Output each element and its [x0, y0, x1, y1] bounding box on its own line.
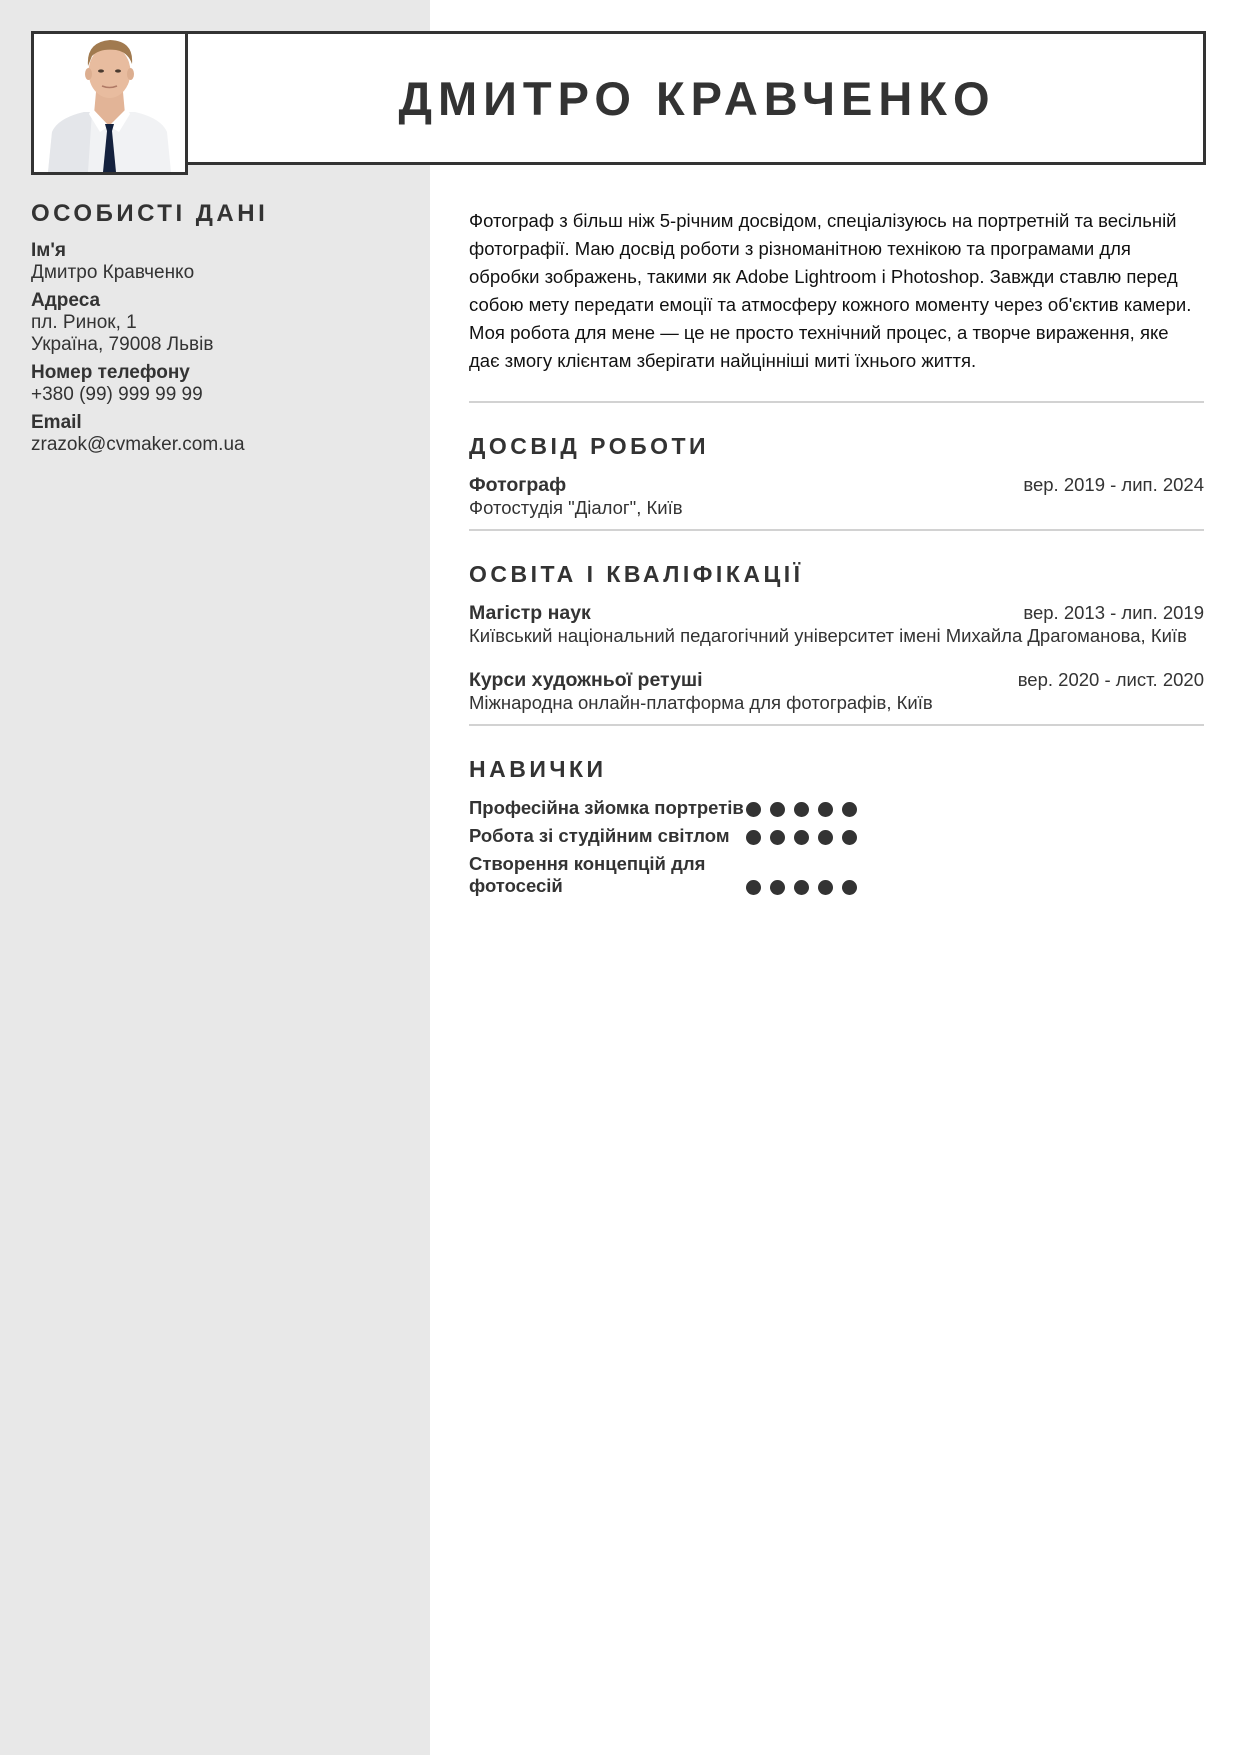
education-degree: Курси художньої ретуші — [469, 669, 703, 691]
experience-heading: ДОСВІД РОБОТИ — [469, 433, 710, 459]
personal-details-heading: ОСОБИСТІ ДАНІ — [31, 200, 269, 227]
skill-name: Створення концепцій для фотосесій — [469, 853, 706, 896]
full-name-title: ДМИТРО КРАВЧЕНКО — [398, 71, 996, 125]
divider — [469, 401, 1204, 403]
rating-dot-icon — [770, 880, 785, 895]
rating-dot-icon — [794, 830, 809, 845]
education-entry — [469, 669, 1204, 714]
profile-photo — [31, 31, 188, 175]
rating-dot-icon — [818, 830, 833, 845]
experience-entry — [469, 474, 1204, 519]
rating-dot-icon — [770, 830, 785, 845]
divider — [469, 724, 1204, 726]
skill-row — [469, 797, 1204, 819]
education-heading: ОСВІТА І КВАЛІФІКАЦІЇ — [469, 561, 804, 587]
rating-dot-icon — [770, 802, 785, 817]
rating-dot-icon — [842, 830, 857, 845]
skill-rating — [746, 802, 857, 819]
skill-name: Професійна зйомка портретів — [469, 797, 744, 818]
email-field — [31, 412, 401, 456]
education-entry-header — [469, 669, 1204, 692]
education-entry-header — [469, 602, 1204, 625]
experience-entry-header — [469, 474, 1204, 497]
address-line-1: пл. Ринок, 1 — [31, 312, 137, 333]
skill-rating — [746, 830, 857, 847]
education-date: вер. 2013 - лип. 2019 — [1023, 602, 1204, 623]
experience-job-title: Фотограф — [469, 474, 567, 496]
rating-dot-icon — [746, 802, 761, 817]
skill-name: Робота зі студійним світлом — [469, 825, 730, 846]
rating-dot-icon — [818, 880, 833, 895]
phone-field — [31, 362, 401, 406]
address-line-2: Україна, 79008 Львів — [31, 334, 214, 355]
rating-dot-icon — [746, 830, 761, 845]
education-degree: Магістр наук — [469, 602, 591, 624]
address-label: Адреса — [31, 290, 101, 311]
address-field — [31, 290, 401, 356]
skills-heading: НАВИЧКИ — [469, 756, 607, 782]
rating-dot-icon — [842, 880, 857, 895]
skills-list — [469, 797, 1204, 897]
phone-value: +380 (99) 999 99 99 — [31, 384, 203, 405]
rating-dot-icon — [794, 880, 809, 895]
rating-dot-icon — [746, 880, 761, 895]
education-institution: Київський національний педагогічний університет імені Михайла Драгоманова, Київ — [469, 625, 1187, 646]
skill-row — [469, 825, 1204, 847]
rating-dot-icon — [794, 802, 809, 817]
email-label: Email — [31, 412, 82, 433]
name-label: Ім'я — [31, 240, 66, 261]
main-content — [469, 207, 1204, 903]
skill-row — [469, 853, 1204, 897]
email-value: zrazok@cvmaker.com.ua — [31, 434, 245, 455]
name-value: Дмитро Кравченко — [31, 262, 195, 283]
name-field — [31, 240, 401, 284]
profile-summary: Фотограф з більш ніж 5-річним досвідом, спеціалізуюсь на портретній та весільній фотографії. Маю досвід роботи з різноманітною технікою та програмами для обробки зображень, такими як Adobe Lightroom і Photoshop. Завжди ставлю перед собою мету передати емоції та атмосферу кожного моменту через об'єктив камери. Моя робота для мене — це не просто технічний процес, а творче вираження, яке дає змогу клієнтам зберігати найцінніші миті їхнього життя. — [469, 210, 1192, 371]
rating-dot-icon — [842, 802, 857, 817]
education-entry — [469, 602, 1204, 647]
personal-details-panel — [31, 200, 401, 462]
experience-company: Фотостудія "Діалог", Київ — [469, 497, 683, 518]
skill-rating — [746, 880, 857, 897]
rating-dot-icon — [818, 802, 833, 817]
phone-label: Номер телефону — [31, 362, 190, 383]
divider — [469, 529, 1204, 531]
experience-date: вер. 2019 - лип. 2024 — [1023, 474, 1204, 495]
education-date: вер. 2020 - лист. 2020 — [1017, 669, 1204, 690]
education-institution: Міжнародна онлайн-платформа для фотографів, Київ — [469, 692, 933, 713]
